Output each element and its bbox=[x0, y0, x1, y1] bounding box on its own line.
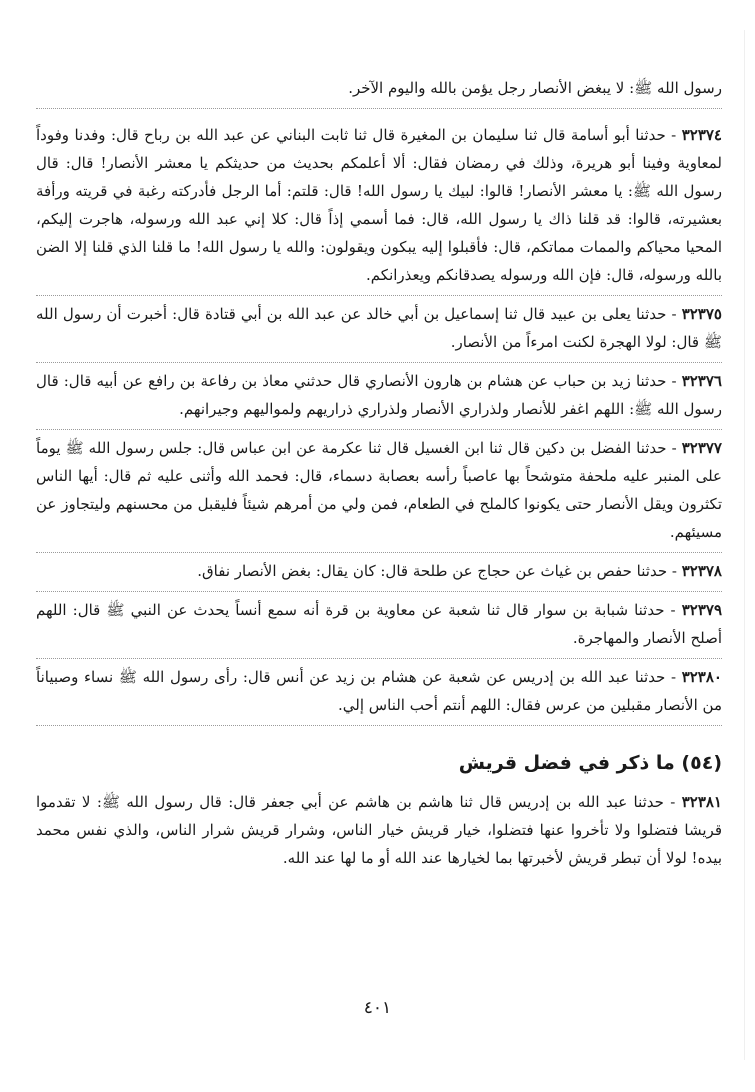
paragraph-text: - حدثنا يعلى بن عبيد قال ثنا إسماعيل بن أبي خالد عن عبد الله بن أبي قتادة قال: أخبرت أن رسول الله ﷺ قال: لولا الهجرة لكنت امرءاً من الأنصار. bbox=[36, 305, 722, 351]
hadith-32375 bbox=[36, 295, 722, 362]
section-heading-block bbox=[36, 725, 722, 784]
hadith-32380 bbox=[36, 658, 722, 725]
hadith-32374 bbox=[36, 108, 722, 295]
hadith-32379 bbox=[36, 591, 722, 658]
hadith-32376 bbox=[36, 362, 722, 429]
hadith-number: ٣٢٣٨١ bbox=[681, 793, 722, 811]
hadith-number: ٣٢٣٨٠ bbox=[681, 668, 722, 686]
paragraph-text: - حدثنا حفص بن غياث عن حجاج عن طلحة قال: كان يقال: بغض الأنصار نفاق. bbox=[197, 562, 677, 580]
page-number: ٤٠١ bbox=[363, 998, 392, 1018]
hadith-number: ٣٢٣٧٧ bbox=[681, 439, 722, 457]
hadith-32378 bbox=[36, 552, 722, 591]
section-heading: (٥٤) ما ذكر في فضل قريش bbox=[458, 752, 722, 774]
hadith-number: ٣٢٣٧٩ bbox=[681, 601, 723, 619]
book-page bbox=[36, 70, 722, 878]
paragraph-text: - حدثنا شبابة بن سوار قال ثنا شعبة عن معاوية بن قرة أنه سمع أنساً يحدث عن النبي ﷺ قال: اللهم أصلح الأنصار والمهاجرة. bbox=[36, 601, 722, 647]
hadith-number: ٣٢٣٧٥ bbox=[681, 305, 722, 323]
hadith-32381 bbox=[36, 784, 722, 878]
hadith-32377 bbox=[36, 429, 722, 552]
hadith-number: ٣٢٣٧٦ bbox=[681, 372, 722, 390]
paragraph-text: - حدثنا عبد الله بن إدريس عن شعبة عن هشام بن زيد عن أنس قال: رأى رسول الله ﷺ نساء وصبياناً من الأنصار مقبلين من عرس فقال: اللهم أنتم أحب الناس إلي. bbox=[36, 668, 722, 714]
scan-edge-line bbox=[744, 30, 745, 1060]
hadith-number: ٣٢٣٧٤ bbox=[681, 126, 722, 144]
continued-hadith-text bbox=[36, 70, 722, 108]
paragraph-text: - حدثنا أبو أسامة قال ثنا سليمان بن المغيرة قال ثنا ثابت البناني عن عبد الله بن رباح قال: وفدنا وفوداً لمعاوية وفينا أبو هريرة، وذلك في رمضان فقال: ألا أعلمكم بحديث من حديثكم يا معشر الأنصار! قال: قال رسول الله ﷺ: يا معشر الأنصار! قالوا: لبيك يا رسول الله! قال: قلتم: أما الرجل فأدركته رغبة في قريته ورأفة بعشيرته، قالوا: قد قلنا ذاك يا رسول الله، قال: فما أسمي إذاً قال: كلا إني عبد الله ورسوله، هاجرت إليكم، المحيا محياكم والممات مماتكم، قال: فأقبلوا إليه يبكون ويقولون: والله يا رسول الله! ما قلنا الذي قلنا إلا الضن بالله ورسوله، قال: فإن الله ورسوله يصدقانكم ويعذرانكم. bbox=[36, 126, 722, 284]
paragraph-text: رسول الله ﷺ: لا يبغض الأنصار رجل يؤمن بالله واليوم الآخر. bbox=[348, 79, 722, 97]
hadith-number: ٣٢٣٧٨ bbox=[681, 562, 722, 580]
paragraph-text: - حدثنا زيد بن حباب عن هشام بن هارون الأنصاري قال حدثني معاذ بن رفاعة بن رافع عن أبيه قال: قال رسول الله ﷺ: اللهم اغفر للأنصار ولذراري الأنصار ولذراري ذراريهم ولمواليهم وجيرانهم. bbox=[36, 372, 722, 418]
paragraph-text: - حدثنا عبد الله بن إدريس قال ثنا هاشم بن هاشم عن أبي جعفر قال: قال رسول الله ﷺ: لا تقدموا قريشا فتضلوا ولا تأخروا عنها فتضلوا، خيار قريش خيار الناس، وشرار قريش شرار الناس، والذي نفس محمد بيده! لولا أن تبطر قريش لأخبرتها بما لخيارها عند الله أو ما لها عند الله. bbox=[36, 793, 722, 867]
paragraph-text: - حدثنا الفضل بن دكين قال ثنا ابن الغسيل قال ثنا عكرمة عن ابن عباس قال: جلس رسول الله ﷺ يوماً على المنبر عليه ملحفة متوشحاً بها عاصباً رأسه بعصابة دسماء، قال: فحمد الله وأثنى عليه ثم قال: أيها الناس تكثرون ويقل الأنصار حتى يكونوا كالملح في الطعام، فمن ولي من أمرهم شيئاً فليقبل من محسنهم وليتجاوز عن مسيئهم. bbox=[36, 439, 722, 541]
